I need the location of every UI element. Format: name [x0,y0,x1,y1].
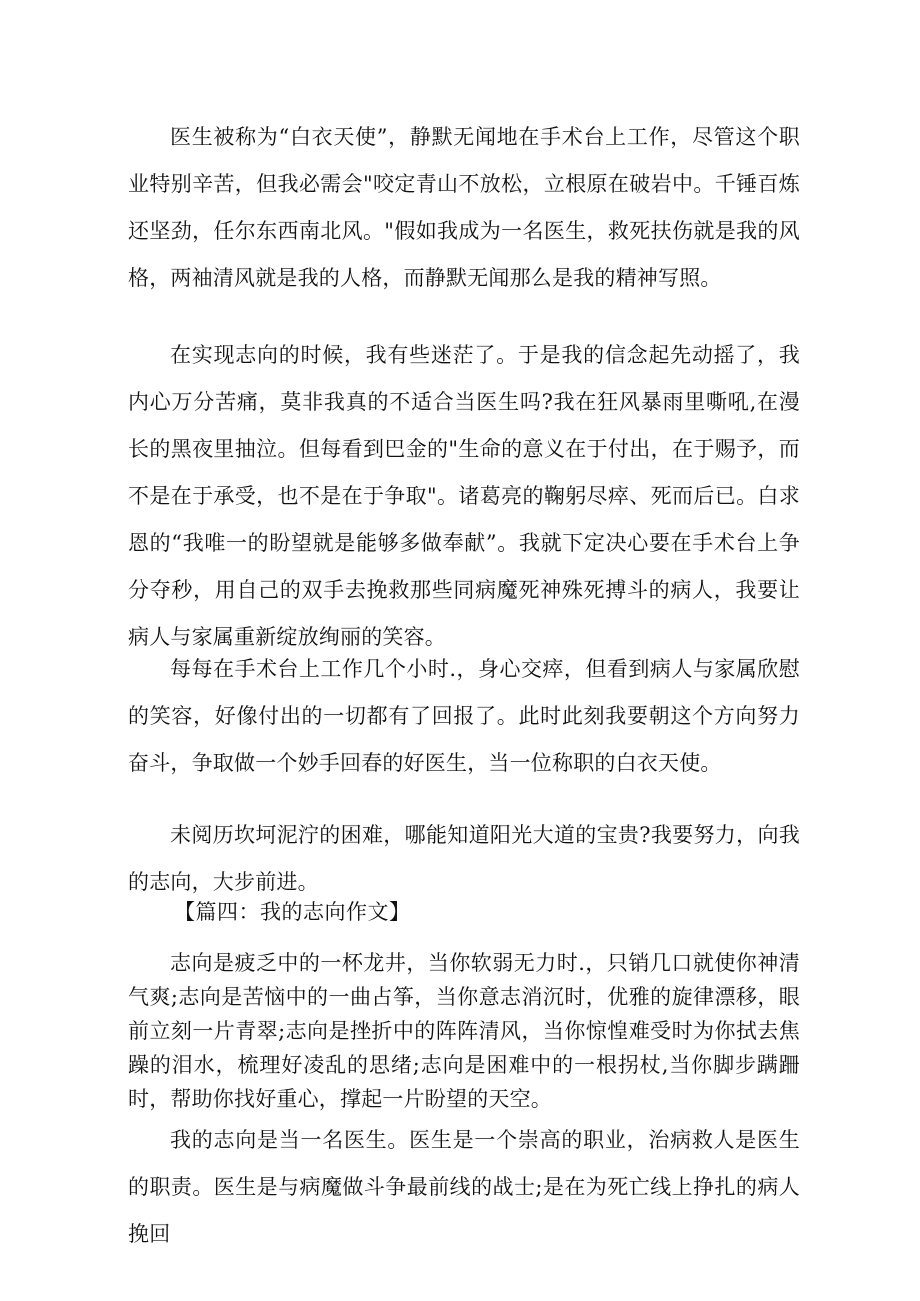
paragraph-hardship: 未阅历坎坷泥泞的困难，哪能知道阳光大道的宝贵?我要努力，向我的志向，大步前进。 [128,823,800,894]
paragraph-doctor-angel: 医生被称为“白衣天使”，静默无闻地在手术台上工作，尽管这个职业特别辛苦，但我必需会"咬定青山不放松，立根原在破岩中。千锤百炼还坚劲，任尔东西南北风。"假如我成为一名医生，救死扶伤就是我的风格，两袖清风就是我的人格，而静默无闻那么是我的精神写照。 [128,125,800,290]
paragraph-doctor-aspiration: 我的志向是当一名医生。医生是一个崇高的职业，治病救人是医生的职责。医生是与病魔做斗争最前线的战士;是在为死亡线上挣扎的病人挽回 [128,1128,800,1246]
paragraph-aspiration-metaphors: 志向是疲乏中的一杯龙井，当你软弱无力时.，只销几口就使你神清气爽;志向是苦恼中的一曲占筝，当你意志消沉时，优雅的旋律漂移，眼前立刻一片青翠;志向是挫折中的阵阵清风，当你惊惶难受时为你拭去焦躁的泪水，梳理好凌乱的思绪;志向是困难中的一根拐杖,当你脚步蹒跚时，帮助你找好重心，撑起一片盼望的天空。 [128,951,800,1111]
section-heading: 【篇四：我的志向作文】 [174,900,411,924]
paragraph-surgery-hours: 每每在手术台上工作几个小时.，身心交瘁，但看到病人与家属欣慰的笑容，好像付出的一切都有了回报了。此时此刻我要朝这个方向努力奋斗，争取做一个妙手回春的好医生，当一位称职的白衣天使。 [128,657,800,775]
paragraph-confusion: 在实现志向的时候，我有些迷茫了。于是我的信念起先动摇了，我内心万分苦痛，莫非我真的不适合当医生吗?我在狂风暴雨里嘶吼,在漫长的黑夜里抽泣。但每看到巴金的"生命的意义在于付出，在于赐予，而不是在于承受，也不是在于争取"。诸葛亮的鞠躬尽瘁、死而后已。白求恩的“我唯一的盼望就是能够多做奉献”。我就下定决心要在手术台上争分夺秒，用自己的双手去挽救那些同病魔死神殊死搏斗的病人，我要让病人与家属重新绽放绚丽的笑容。 [128,343,800,649]
